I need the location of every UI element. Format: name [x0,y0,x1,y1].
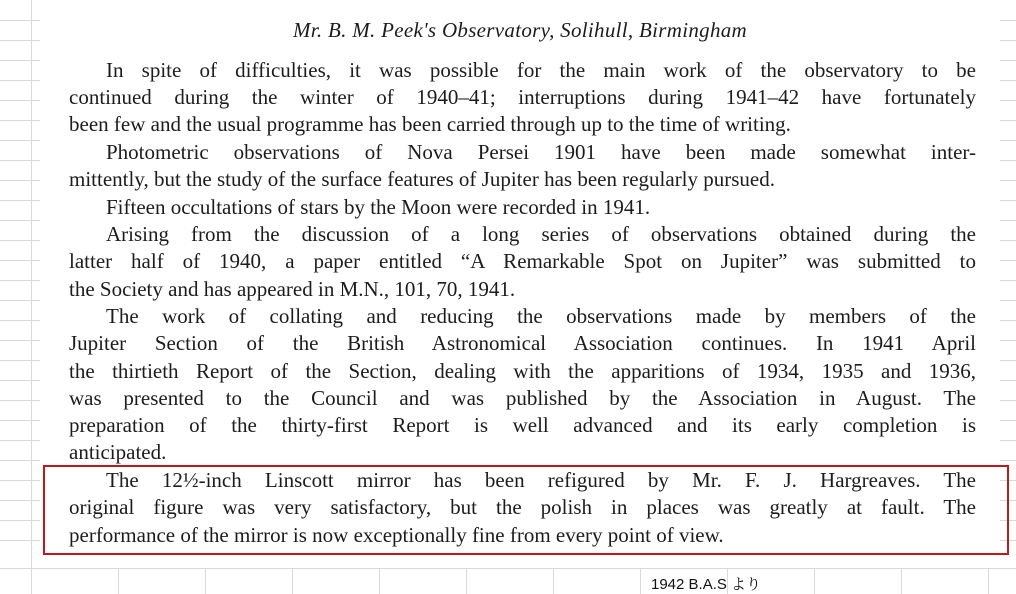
grid-column-line [31,0,32,594]
text-line: Arising from the discussion of a long series of observations obtained during the [106,222,976,246]
grid-row-line [0,568,1016,569]
text-line: original figure was very satisfactory, but the polish in places was greatly at fault. The [69,495,976,519]
text-line: The work of collating and reducing the observations made by members of the [106,304,976,328]
text-line: anticipated. [69,440,167,464]
text-line: Photometric observations of Nova Persei 1901 have been made somewhat inter- [106,140,976,164]
text-line: preparation of the thirty-first Report is well advanced and its early completion is [69,413,976,437]
text-line: In spite of difficulties, it was possible for the main work of the observatory to be [106,58,976,82]
text-line: was presented to the Council and was published by the Association in August. The [69,386,976,410]
text-line: latter half of 1940, a paper entitled “A Remarkable Spot on Jupiter” was submitted to [69,249,976,273]
text-line: performance of the mirror is now exceptionally fine from every point of view. [69,523,724,547]
text-line: been few and the usual programme has been carried through up to the time of writing. [69,112,791,136]
text-line: Jupiter Section of the British Astronomical Association continues. In 1941 April [69,331,976,355]
text-line: mittently, but the study of the surface features of Jupiter has been regularly pursued. [69,167,776,191]
text-line: Fifteen occultations of stars by the Moon were recorded in 1941. [106,195,651,219]
text-line: The 12½-inch Linscott mirror has been refigured by Mr. F. J. Hargreaves. The [106,468,976,492]
highlight-box[interactable] [43,465,1009,555]
text-line: continued during the winter of 1940–41; interruptions during 1941–42 have fortunately [69,85,976,109]
document-heading: Mr. B. M. Peek's Observatory, Solihull, Birmingham [292,18,748,42]
text-line: the thirtieth Report of the Section, dealing with the apparitions of 1934, 1935 and 1936, [69,359,976,383]
text-line: the Society and has appeared in M.N., 101, 70, 1941. [69,277,516,301]
source-caption: 1942 B.A.S より [651,576,762,593]
